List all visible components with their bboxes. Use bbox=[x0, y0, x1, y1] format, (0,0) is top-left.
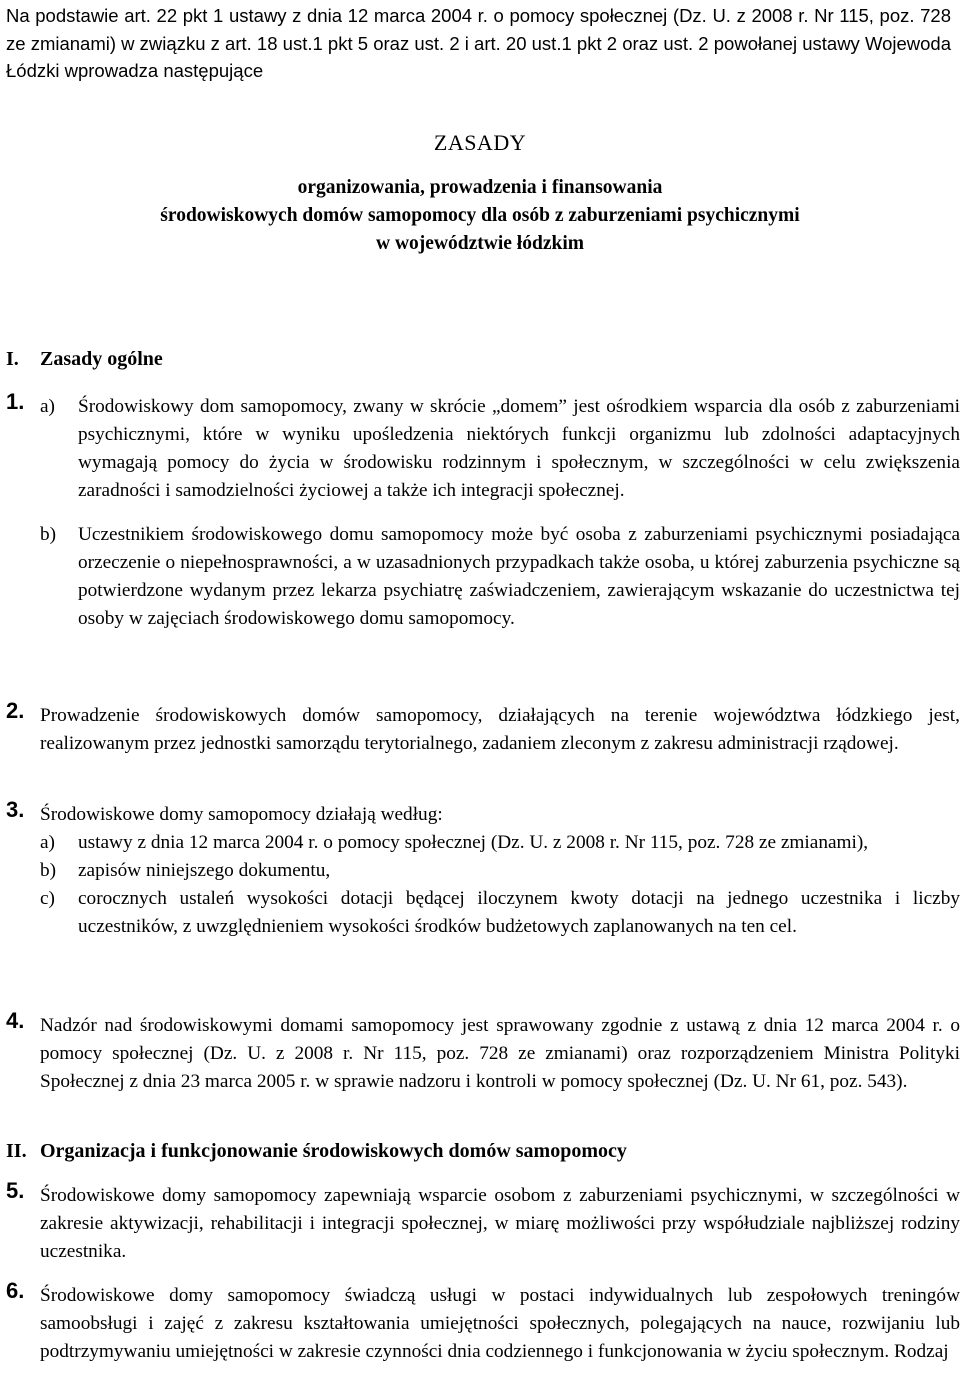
item-text: Środowiskowe domy samopomocy zapewniają wsparcie osobom z zaburzeniami psychicznymi, w szczególności w zakresie aktywizacji, rehabilitacji i integracji społecznej, w miarę możliwości przy współudziale najbliższej rodziny uczestnika. bbox=[40, 1185, 960, 1262]
subitem-b bbox=[40, 521, 960, 633]
subitem-a bbox=[40, 393, 960, 505]
item-text: Prowadzenie środowiskowych domów samopomocy, działających na terenie województwa łódzkiego jest, realizowanym przez jednostki samorządu terytorialnego, zadaniem zleconym z zakresu administracji rządowej. bbox=[40, 705, 960, 754]
item-body bbox=[40, 393, 960, 633]
item-body bbox=[40, 801, 960, 941]
section-number: I. bbox=[6, 348, 19, 370]
subitem-b bbox=[40, 857, 960, 885]
item-text: Środowiskowe domy samopomocy działają według: bbox=[40, 804, 443, 825]
section-heading-1 bbox=[6, 348, 163, 371]
subitem-text: Środowiskowy dom samopomocy, zwany w skrócie „domem” jest ośrodkiem wsparcia dla osób z zaburzeniami psychicznymi, które w wyniku upośledzenia niektórych funkcji organizmu lub zdolności adaptacyjnych wymagają pomocy do życia w środowisku rodzinnym i społecznym, w szczególności w celu zwiększenia zaradności i samodzielności życiowej a także ich integracji społecznej. bbox=[78, 396, 960, 501]
item-number: 6. bbox=[6, 1278, 25, 1303]
subtitle-line-1: organizowania, prowadzenia i finansowania bbox=[297, 177, 663, 198]
item-number: 5. bbox=[6, 1178, 25, 1203]
subitem-label: b) bbox=[40, 860, 57, 881]
subitem-c bbox=[40, 885, 960, 941]
subtitle-line-3: w województwie łódzkim bbox=[376, 233, 584, 254]
subitem-text: ustawy z dnia 12 marca 2004 r. o pomocy społecznej (Dz. U. z 2008 r. Nr 115, poz. 728 ze zmianami), bbox=[78, 832, 869, 853]
subitem-text: corocznych ustaleń wysokości dotacji będącej iloczynem kwoty dotacji na jednego uczestnika i liczby uczestników, z uwzględnieniem wysokości środków budżetowych zaplanowanych na ten cel. bbox=[78, 888, 960, 937]
subitem-label: a) bbox=[40, 396, 55, 417]
item-number: 2. bbox=[6, 698, 25, 723]
section-title: Zasady ogólne bbox=[40, 348, 163, 370]
intro-paragraph: Na podstawie art. 22 pkt 1 ustawy z dnia 12 marca 2004 r. o pomocy społecznej (Dz. U. z 2008 r. Nr 115, poz. 728 ze zmianami) w związku z art. 18 ust.1 pkt 5 oraz ust. 2 i art. 20 ust.1 pkt 2 oraz ust. 2 powołanej ustawy Wojewoda Łódzki wprowadza następujące bbox=[6, 5, 951, 81]
section-heading-2 bbox=[6, 1140, 627, 1163]
subitem-label: c) bbox=[40, 888, 55, 909]
subitem-label: a) bbox=[40, 832, 55, 853]
subitem-label: b) bbox=[40, 524, 57, 545]
subitem-text: Uczestnikiem środowiskowego domu samopomocy może być osoba z zaburzeniami psychicznymi posiadająca orzeczenie o niepełnosprawności, a w uzasadnionych przypadkach także osoba, u której zaburzenia psychiczne są potwierdzone wydanym przez lekarza psychiatrę zaświadczeniem, zawierającym wskazanie do uczestnictwa tej osoby w zajęciach środowiskowego domu samopomocy. bbox=[78, 524, 960, 629]
item-number: 4. bbox=[6, 1008, 25, 1033]
document-subtitle bbox=[0, 174, 960, 258]
item-text: Nadzór nad środowiskowymi domami samopomocy jest sprawowany zgodnie z ustawą z dnia 12 marca 2004 r. o pomocy społecznej (Dz. U. z 2008 r. Nr 115, poz. 728 ze zmianami) oraz rozporządzeniem Ministra Polityki Społecznej z dnia 23 marca 2005 r. w sprawie nadzoru i kontroli w pomocy społecznej (Dz. U. Nr 61, poz. 543). bbox=[40, 1015, 960, 1092]
section-title: Organizacja i funkcjonowanie środowiskowych domów samopomocy bbox=[40, 1140, 627, 1162]
subitem-text: zapisów niniejszego dokumentu, bbox=[78, 860, 331, 881]
item-number: 3. bbox=[6, 797, 25, 822]
section-number: II. bbox=[6, 1140, 27, 1162]
subitem-a bbox=[40, 829, 960, 857]
document-title: ZASADY bbox=[433, 130, 527, 155]
item-number: 1. bbox=[6, 389, 25, 414]
item-text: Środowiskowe domy samopomocy świadczą usługi w postaci indywidualnych lub zespołowych treningów samoobsługi i zajęć z zakresu kształtowania umiejętności społecznych, polegających na nauce, rozwijaniu lub podtrzymywaniu umiejętności w zakresie czynności dnia codziennego i funkcjonowania w życiu społecznym. Rodzaj bbox=[40, 1285, 960, 1362]
subtitle-line-2: środowiskowych domów samopomocy dla osób z zaburzeniami psychicznymi bbox=[160, 205, 800, 226]
